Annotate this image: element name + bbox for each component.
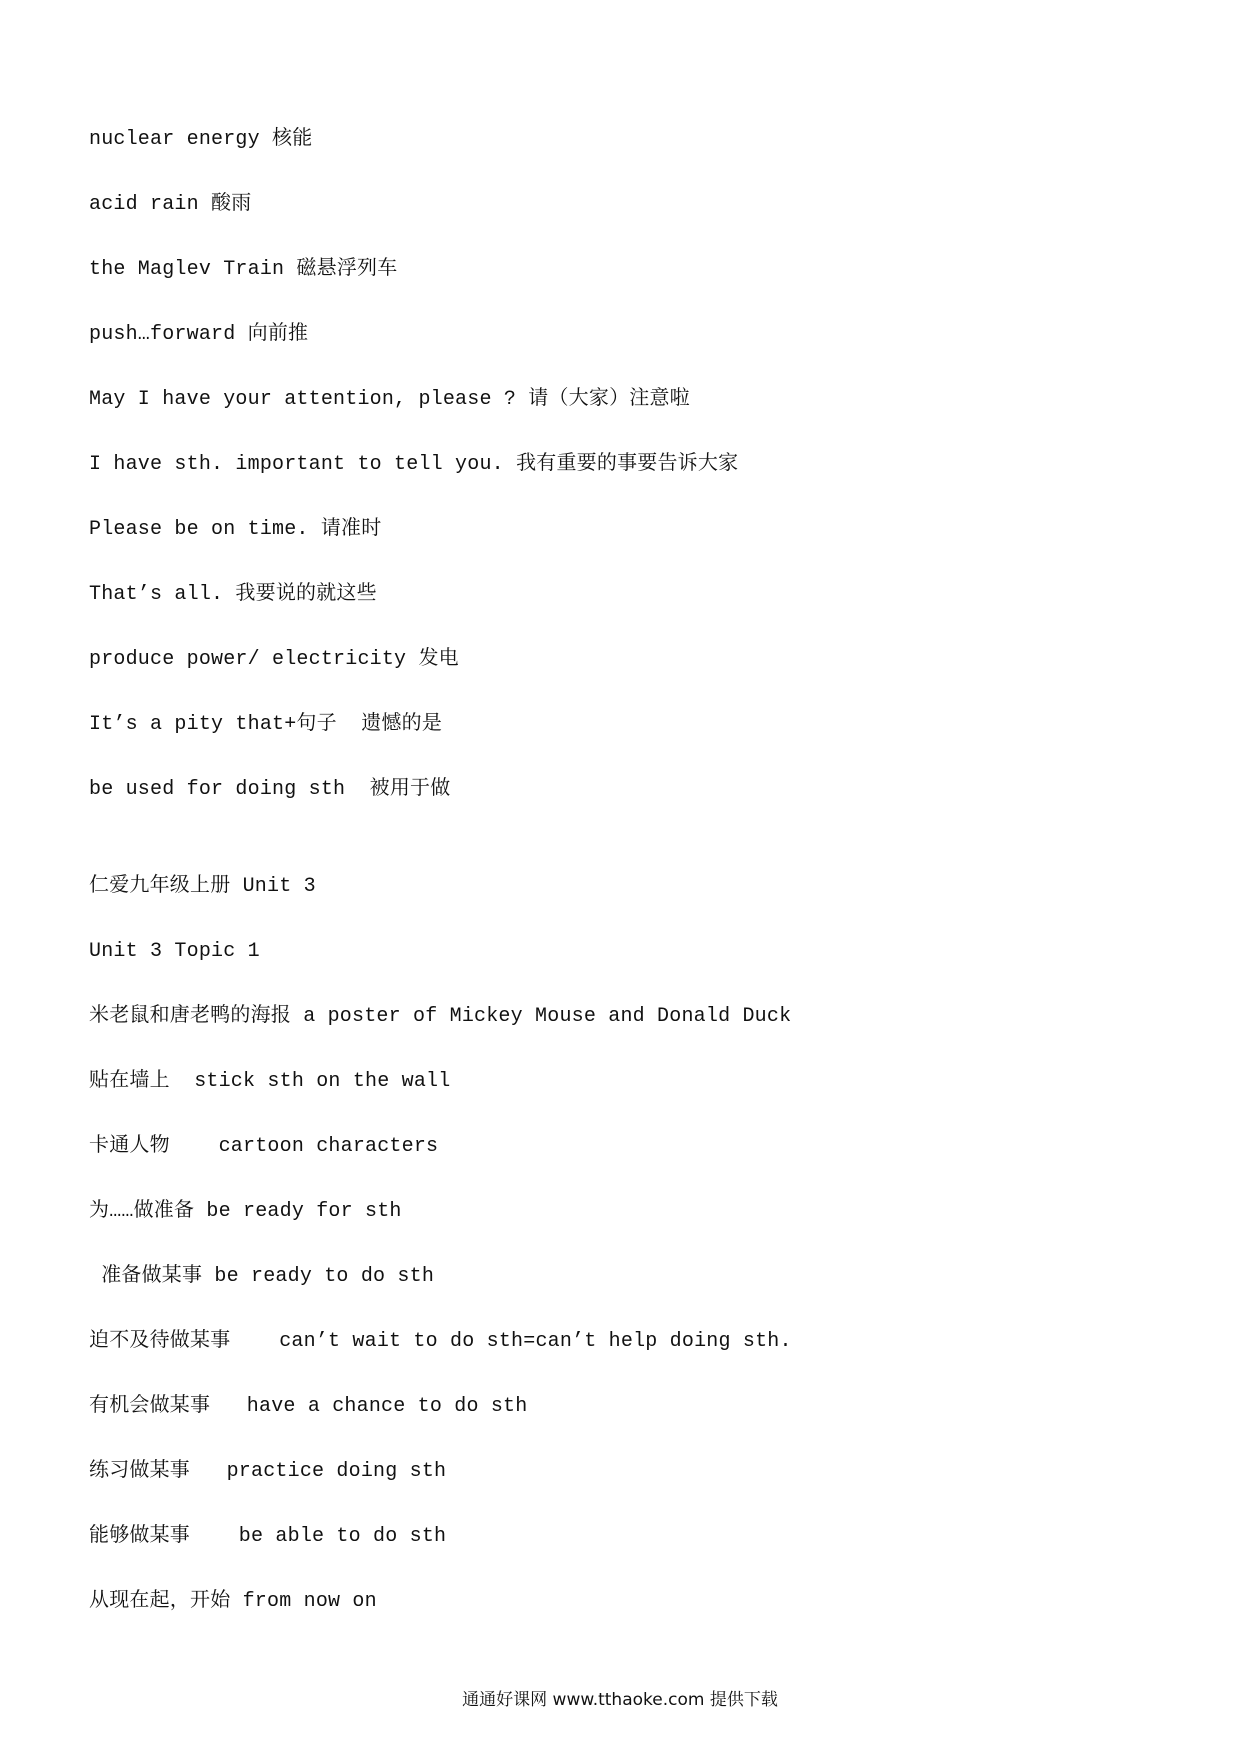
vocab-line: May I have your attention, please ? 请（大家）注意啦 (89, 388, 690, 411)
vocab-line: 能够做某事 be able to do sth (89, 1525, 447, 1548)
vocab-line: That’s all. 我要说的就这些 (89, 583, 377, 606)
vocab-line: acid rain 酸雨 (89, 193, 252, 216)
vocab-line: the Maglev Train 磁悬浮列车 (89, 258, 398, 281)
vocab-line: nuclear energy 核能 (89, 128, 313, 151)
vocab-line: 米老鼠和唐老鸭的海报 a poster of Mickey Mouse and Donald Duck (89, 1005, 792, 1028)
section-heading: 仁爱九年级上册 Unit 3 (89, 875, 316, 898)
vocab-line: 有机会做某事 have a chance to do sth (89, 1395, 528, 1418)
section-subheading: Unit 3 Topic 1 (89, 940, 260, 963)
vocab-line: 迫不及待做某事 can’t wait to do sth=can’t help doing sth. (89, 1330, 792, 1353)
vocab-line: Please be on time. 请准时 (89, 518, 382, 541)
vocab-line: 卡通人物 cartoon characters (89, 1135, 439, 1158)
vocab-line: I have sth. important to tell you. 我有重要的事要告诉大家 (89, 453, 739, 476)
vocab-line: 为……做准备 be ready for sth (89, 1200, 402, 1223)
vocab-line: push…forward 向前推 (89, 323, 309, 346)
vocab-line: 从现在起，开始 from now on (89, 1590, 377, 1613)
vocab-line: 练习做某事 practice doing sth (89, 1460, 447, 1483)
vocab-line: produce power/ electricity 发电 (89, 648, 459, 671)
vocab-line: It’s a pity that+句子 遗憾的是 (89, 713, 443, 736)
vocab-line: 准备做某事 be ready to do sth (89, 1265, 435, 1288)
vocab-line: 贴在墙上 stick sth on the wall (89, 1070, 451, 1093)
page-footer: 通通好课网 www.tthaoke.com 提供下载 (462, 1690, 778, 1710)
vocab-line: be used for doing sth 被用于做 (89, 778, 451, 801)
